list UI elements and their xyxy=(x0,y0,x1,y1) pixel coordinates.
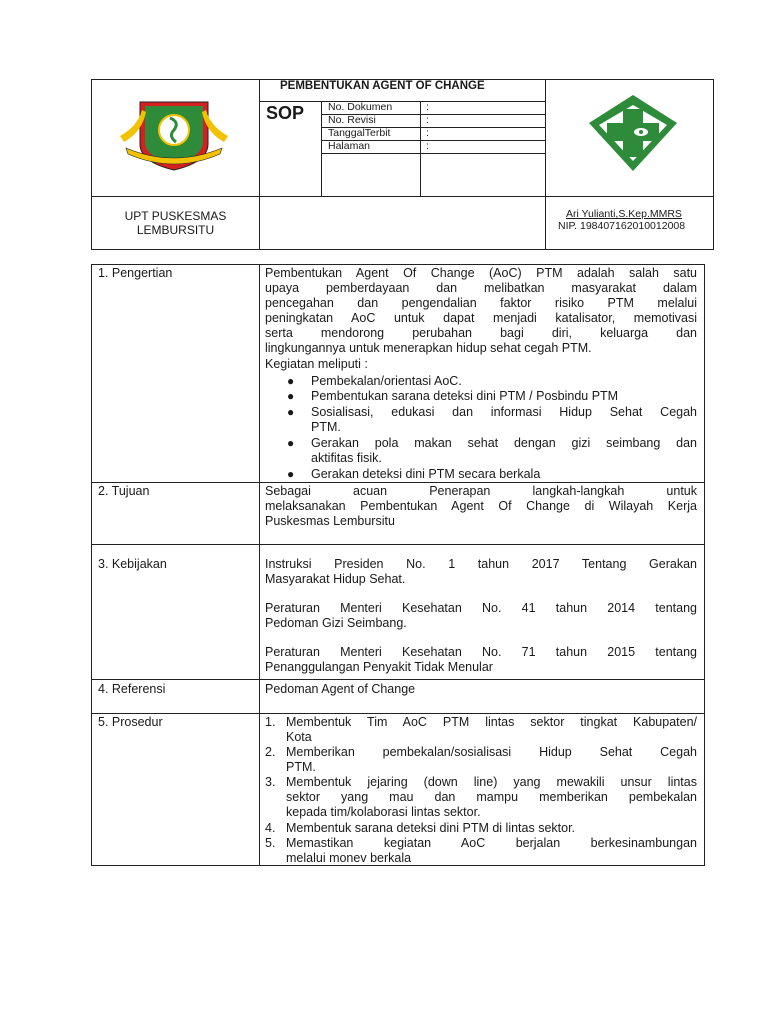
paragraph-line: Peraturan Menteri Kesehatan No. 71 tahun 2015 tentang xyxy=(265,645,697,659)
bullet-item: Gerakan pola makan sehat dengan gizi seimbang dan xyxy=(311,436,697,450)
step-text-cont: sektor yang mau dan mampu memberikan pembekalan xyxy=(286,790,697,804)
signatory-nip: NIP. 198407162010012008 xyxy=(558,220,686,232)
paragraph-line: upaya pemberdayaan dan melibatkan masyarakat dalam xyxy=(265,281,697,295)
step-text-cont: PTM. xyxy=(286,760,316,774)
paragraph-line: melaksanakan Pembentukan Agent Of Change di Wilayah Kerja xyxy=(265,499,697,513)
paragraph-line: Puskesmas Lembursitu xyxy=(265,514,395,528)
step-text: Membentuk jejaring (down line) yang mewakili unsur lintas xyxy=(286,775,697,789)
paragraph-line: pencegahan dan pengendalian faktor risiko PTM melalui xyxy=(265,296,697,310)
field-label-no-revisi: No. Revisi xyxy=(328,114,376,126)
step-text-cont: kepada tim/kolaborasi lintas sektor. xyxy=(286,805,481,819)
paragraph-line: Masyarakat Hidup Sehat. xyxy=(265,572,406,586)
field-value-halaman: : xyxy=(426,140,429,152)
field-value-tanggal-terbit: : xyxy=(426,127,429,139)
section-label: 4. Referensi xyxy=(98,682,166,696)
health-cross-logo xyxy=(587,93,679,173)
step-number: 4. xyxy=(265,821,276,835)
bullet-item: Pembentukan sarana deteksi dini PTM / Posbindu PTM xyxy=(311,389,619,403)
section-label: 2. Tujuan xyxy=(98,484,150,498)
paragraph-line: serta mendorong perubahan bagi diri, keluarga dan xyxy=(265,326,697,340)
bullet-item-cont: aktifitas fisik. xyxy=(311,451,382,465)
bullet-dot: ● xyxy=(287,467,295,481)
bullet-item-cont: PTM. xyxy=(311,420,341,434)
bullet-dot: ● xyxy=(287,389,295,403)
shield-icon xyxy=(118,96,230,174)
activities-intro: Kegiatan meliputi : xyxy=(265,357,368,371)
step-number: 3. xyxy=(265,775,276,789)
bullet-dot: ● xyxy=(287,436,295,450)
bullet-dot: ● xyxy=(287,405,295,419)
paragraph-line: lingkungannya untuk menerapkan hidup sehat cegah PTM. xyxy=(265,341,592,355)
section-label: 3. Kebijakan xyxy=(98,557,167,571)
paragraph-line: Instruksi Presiden No. 1 tahun 2017 Tentang Gerakan xyxy=(265,557,697,571)
step-number: 5. xyxy=(265,836,276,850)
field-label-no-dokumen: No. Dokumen xyxy=(328,101,393,113)
org-name-line2: LEMBURSITU xyxy=(136,223,215,237)
seal-logo xyxy=(118,96,230,174)
paragraph-line: Peraturan Menteri Kesehatan No. 41 tahun 2014 tentang xyxy=(265,601,697,615)
sop-label: SOP xyxy=(266,103,305,123)
step-text-cont: melalui monev berkala xyxy=(286,851,412,865)
bullet-item: Pembekalan/orientasi AoC. xyxy=(311,374,462,388)
paragraph-line: Pedoman Gizi Seimbang. xyxy=(265,616,407,630)
paragraph-line: Sebagai acuan Penerapan langkah-langkah untuk xyxy=(265,484,697,498)
step-text: Memastikan kegiatan AoC berjalan berkesinambungan xyxy=(286,836,697,850)
signatory-name: Ari Yulianti,S.Kep.MMRS xyxy=(566,208,682,220)
document-title: PEMBENTUKAN AGENT OF CHANGE xyxy=(280,80,485,92)
bullet-dot: ● xyxy=(287,374,295,388)
step-text-cont: Kota xyxy=(286,730,312,744)
field-label-halaman: Halaman xyxy=(328,140,371,152)
cross-icon xyxy=(587,93,679,173)
bullet-item: Sosialisasi, edukasi dan informasi Hidup Sehat Cegah xyxy=(311,405,697,419)
paragraph-line: Pedoman Agent of Change xyxy=(265,682,416,696)
paragraph-line: peningkatan AoC untuk dapat menjadi katalisator, memotivasi xyxy=(265,311,697,325)
paragraph-line: Penanggulangan Penyakit Tidak Menular xyxy=(265,660,493,674)
paragraph-line: Pembentukan Agent Of Change (AoC) PTM adalah salah satu xyxy=(265,266,697,280)
step-text: Membentuk sarana deteksi dini PTM di lintas sektor. xyxy=(286,821,576,835)
bullet-item: Gerakan deteksi dini PTM secara berkala xyxy=(311,467,541,481)
step-number: 2. xyxy=(265,745,276,759)
step-number: 1. xyxy=(265,715,276,729)
section-label: 1. Pengertian xyxy=(98,266,173,280)
section-label: 5. Prosedur xyxy=(98,715,163,729)
step-text: Membentuk Tim AoC PTM lintas sektor tingkat Kabupaten/ xyxy=(286,715,697,729)
field-value-no-dokumen: : xyxy=(426,101,429,113)
field-label-tanggal-terbit: TanggalTerbit xyxy=(328,127,391,139)
org-name-line1: UPT PUSKESMAS xyxy=(124,209,227,223)
field-value-no-revisi: : xyxy=(426,114,429,126)
step-text: Memberikan pembekalan/sosialisasi Hidup Sehat Cegah xyxy=(286,745,697,759)
